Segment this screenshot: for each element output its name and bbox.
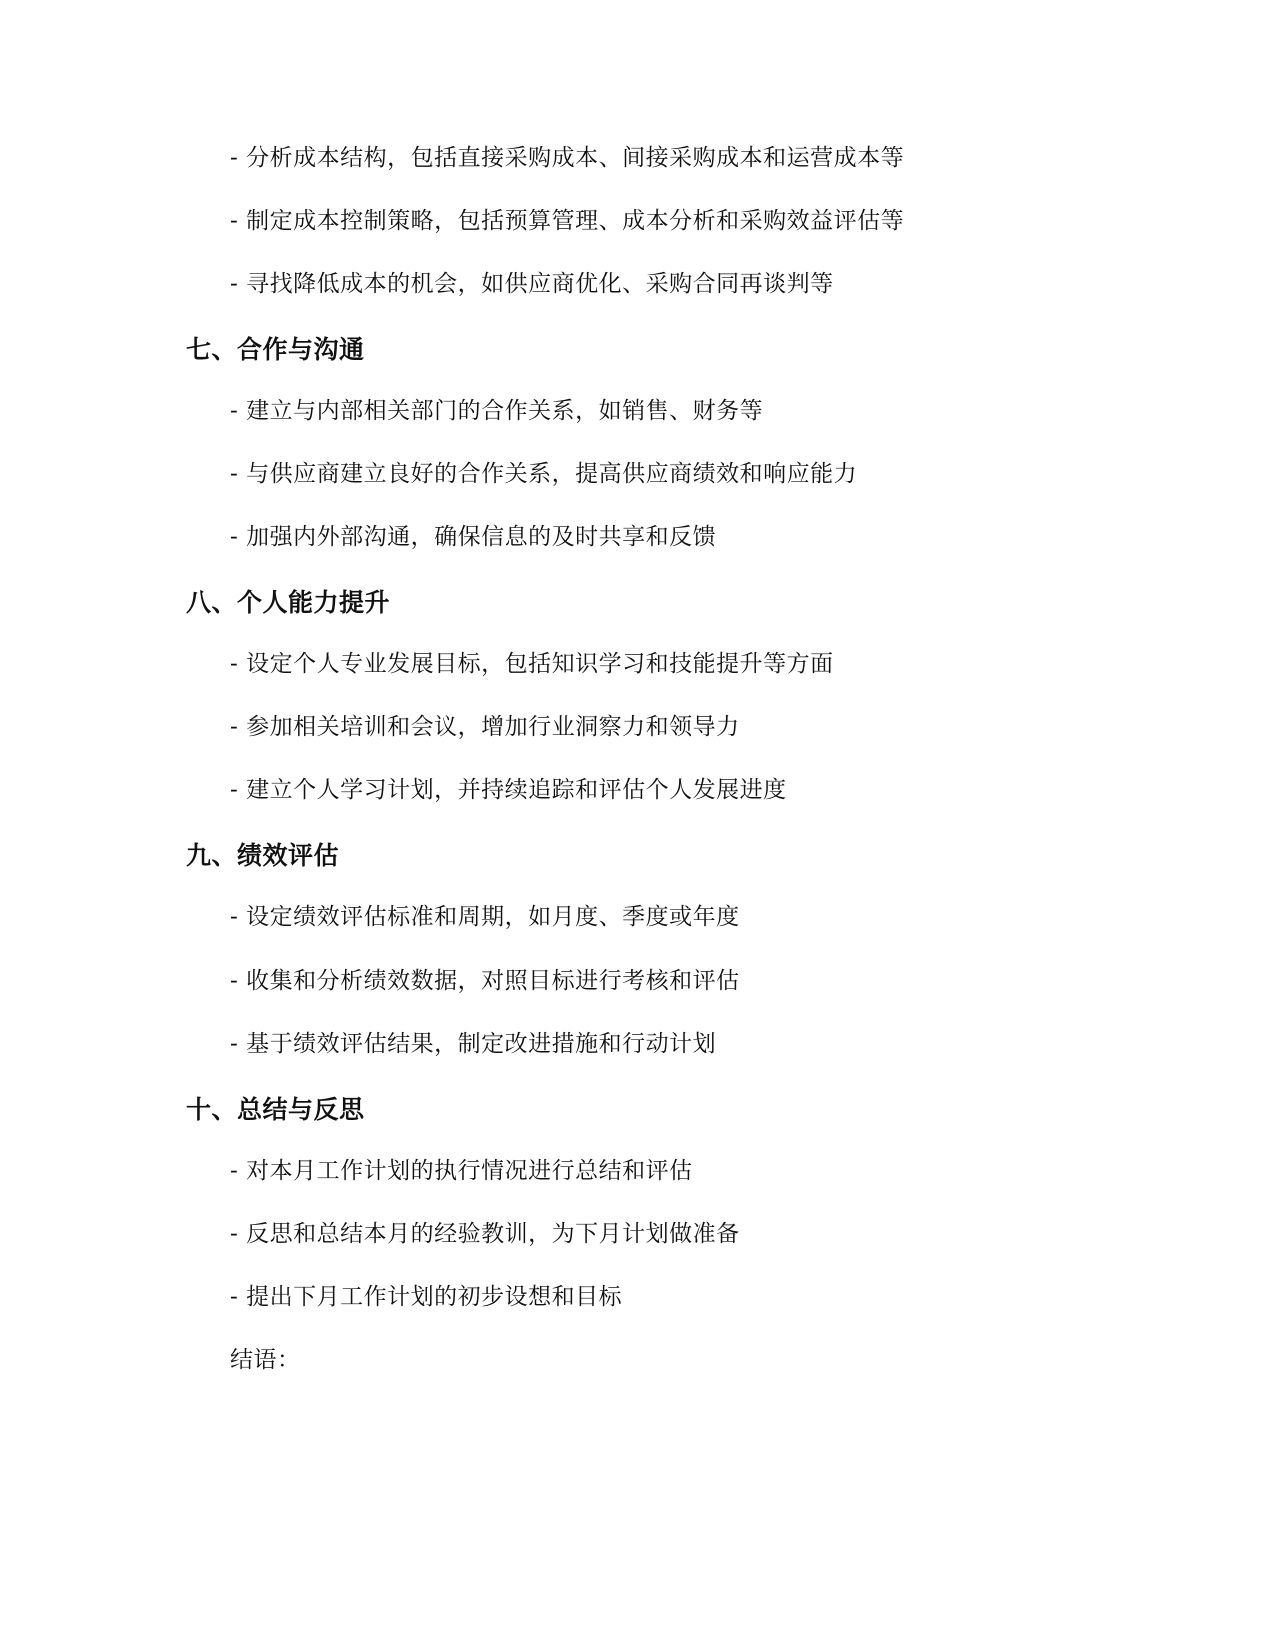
bullet-item: - 加强内外部沟通，确保信息的及时共享和反馈 [230, 524, 717, 550]
bullet-item: - 寻找降低成本的机会，如供应商优化、采购合同再谈判等 [230, 271, 834, 297]
bullet-item: - 制定成本控制策略，包括预算管理、成本分析和采购效益评估等 [230, 208, 905, 234]
section-heading: 八、个人能力提升 [186, 588, 391, 617]
bullet-item: - 建立与内部相关部门的合作关系，如销售、财务等 [230, 398, 764, 424]
bullet-item: - 提出下月工作计划的初步设想和目标 [230, 1284, 623, 1310]
bullet-item: - 分析成本结构，包括直接采购成本、间接采购成本和运营成本等 [230, 145, 905, 171]
bullet-item: - 基于绩效评估结果，制定改进措施和行动计划 [230, 1031, 717, 1057]
bullet-item: - 收集和分析绩效数据，对照目标进行考核和评估 [230, 968, 740, 994]
section-heading: 九、绩效评估 [186, 841, 340, 870]
bullet-item: - 对本月工作计划的执行情况进行总结和评估 [230, 1158, 693, 1184]
closing-label: 结语： [230, 1347, 301, 1373]
section-heading: 十、总结与反思 [186, 1095, 365, 1124]
section-heading: 七、合作与沟通 [186, 335, 365, 364]
bullet-item: - 反思和总结本月的经验教训，为下月计划做准备 [230, 1221, 740, 1247]
bullet-item: - 设定个人专业发展目标，包括知识学习和技能提升等方面 [230, 651, 834, 677]
bullet-item: - 设定绩效评估标准和周期，如月度、季度或年度 [230, 904, 740, 930]
bullet-item: - 与供应商建立良好的合作关系，提高供应商绩效和响应能力 [230, 461, 858, 487]
bullet-item: - 参加相关培训和会议，增加行业洞察力和领导力 [230, 714, 740, 740]
bullet-item: - 建立个人学习计划，并持续追踪和评估个人发展进度 [230, 777, 787, 803]
